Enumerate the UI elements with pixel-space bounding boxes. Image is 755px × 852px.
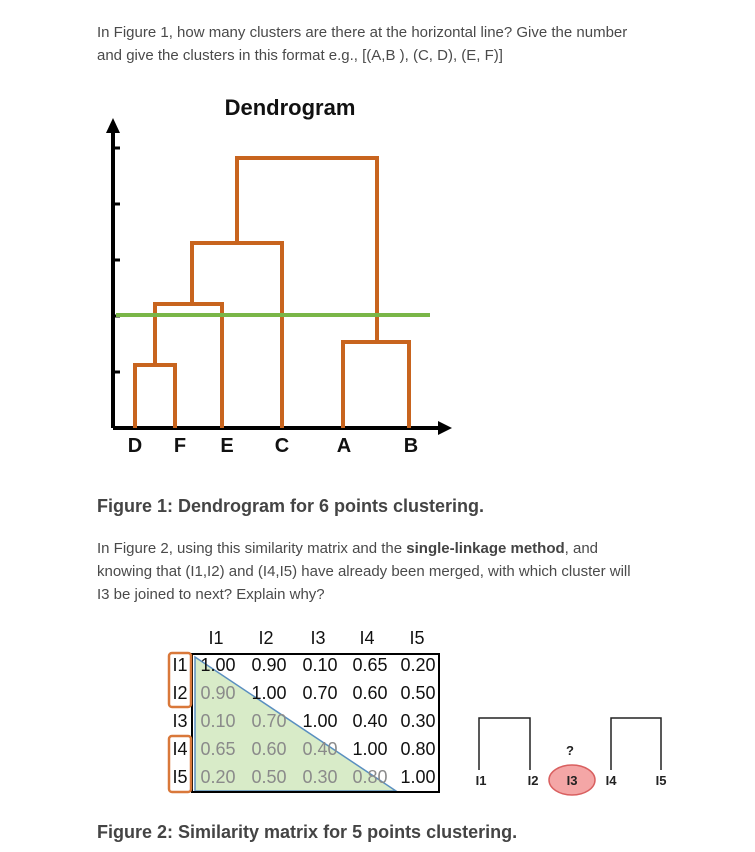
column-header: I5	[409, 628, 425, 648]
matrix-cell: 0.30	[400, 711, 436, 731]
matrix-cell: 1.00	[200, 655, 236, 675]
figure-1-caption: Figure 1: Dendrogram for 6 points clustering.	[97, 496, 485, 516]
column-header: I3	[310, 628, 326, 648]
matrix-cell: 0.60	[251, 739, 287, 759]
matrix-cell: 0.30	[302, 767, 338, 787]
matrix-cell: 0.60	[352, 683, 388, 703]
leaf-label-b: B	[403, 435, 419, 457]
diagram-label-i4: I4	[605, 773, 617, 788]
question-2-line-3: I3 be joined to next? Explain why?	[97, 586, 325, 603]
single-linkage-emphasis: single-linkage method	[406, 540, 565, 557]
leaf-label-c: C	[274, 435, 290, 457]
matrix-cell: 0.50	[400, 683, 436, 703]
matrix-cell: 0.20	[400, 655, 436, 675]
matrix-cell: 0.65	[352, 655, 388, 675]
matrix-cell: 0.10	[200, 711, 236, 731]
matrix-cell: 0.20	[200, 767, 236, 787]
matrix-cell: 0.80	[400, 739, 436, 759]
matrix-cell: 0.40	[302, 739, 338, 759]
matrix-cell: 0.40	[352, 711, 388, 731]
figure-2-caption: Figure 2: Similarity matrix for 5 points clustering.	[97, 822, 518, 842]
column-header: I1	[208, 628, 224, 648]
diagram-label-i2: I2	[527, 773, 539, 788]
leaf-label-e: E	[220, 435, 234, 457]
matrix-cell: 0.65	[200, 739, 236, 759]
diagram-label-i1: I1	[475, 773, 487, 788]
matrix-cell: 0.90	[200, 683, 236, 703]
matrix-cell: 1.00	[352, 739, 388, 759]
matrix-cell: 0.70	[302, 683, 338, 703]
matrix-cell: 1.00	[302, 711, 338, 731]
diagram-label-i5: I5	[655, 773, 667, 788]
matrix-cell: 0.10	[302, 655, 338, 675]
matrix-cell: 0.80	[352, 767, 388, 787]
matrix-cell: 0.70	[251, 711, 287, 731]
cluster-bracket-i1-i2	[479, 718, 530, 770]
question-2-line-1: In Figure 2, using this similarity matrix and the single-linkage method, and	[97, 540, 599, 557]
matrix-cell: 1.00	[400, 767, 436, 787]
question-1-line-1: In Figure 1, how many clusters are there at the horizontal line? Give the number	[97, 24, 628, 41]
diagram-label-i3: I3	[566, 773, 578, 788]
row-label: I3	[172, 711, 188, 731]
leaf-label-d: D	[127, 435, 143, 457]
leaf-label-a: A	[336, 435, 352, 457]
row-label: I5	[172, 767, 188, 787]
column-header: I2	[258, 628, 274, 648]
question-2-line-2: knowing that (I1,I2) and (I4,I5) have already been merged, with which cluster will	[97, 563, 631, 580]
question-1-line-2: and give the clusters in this format e.g., [(A,B ), (C, D), (E, F)]	[97, 47, 503, 64]
column-header: I4	[359, 628, 375, 648]
row-label: I2	[172, 683, 188, 703]
dendrogram-title: Dendrogram	[224, 95, 356, 120]
matrix-cell: 0.90	[251, 655, 287, 675]
cluster-bracket-i4-i5	[611, 718, 661, 770]
matrix-cell: 1.00	[251, 683, 287, 703]
matrix-cell: 0.50	[251, 767, 287, 787]
row-label: I1	[172, 655, 188, 675]
leaf-label-f: F	[173, 435, 187, 457]
row-label: I4	[172, 739, 188, 759]
question-mark: ?	[566, 743, 574, 758]
